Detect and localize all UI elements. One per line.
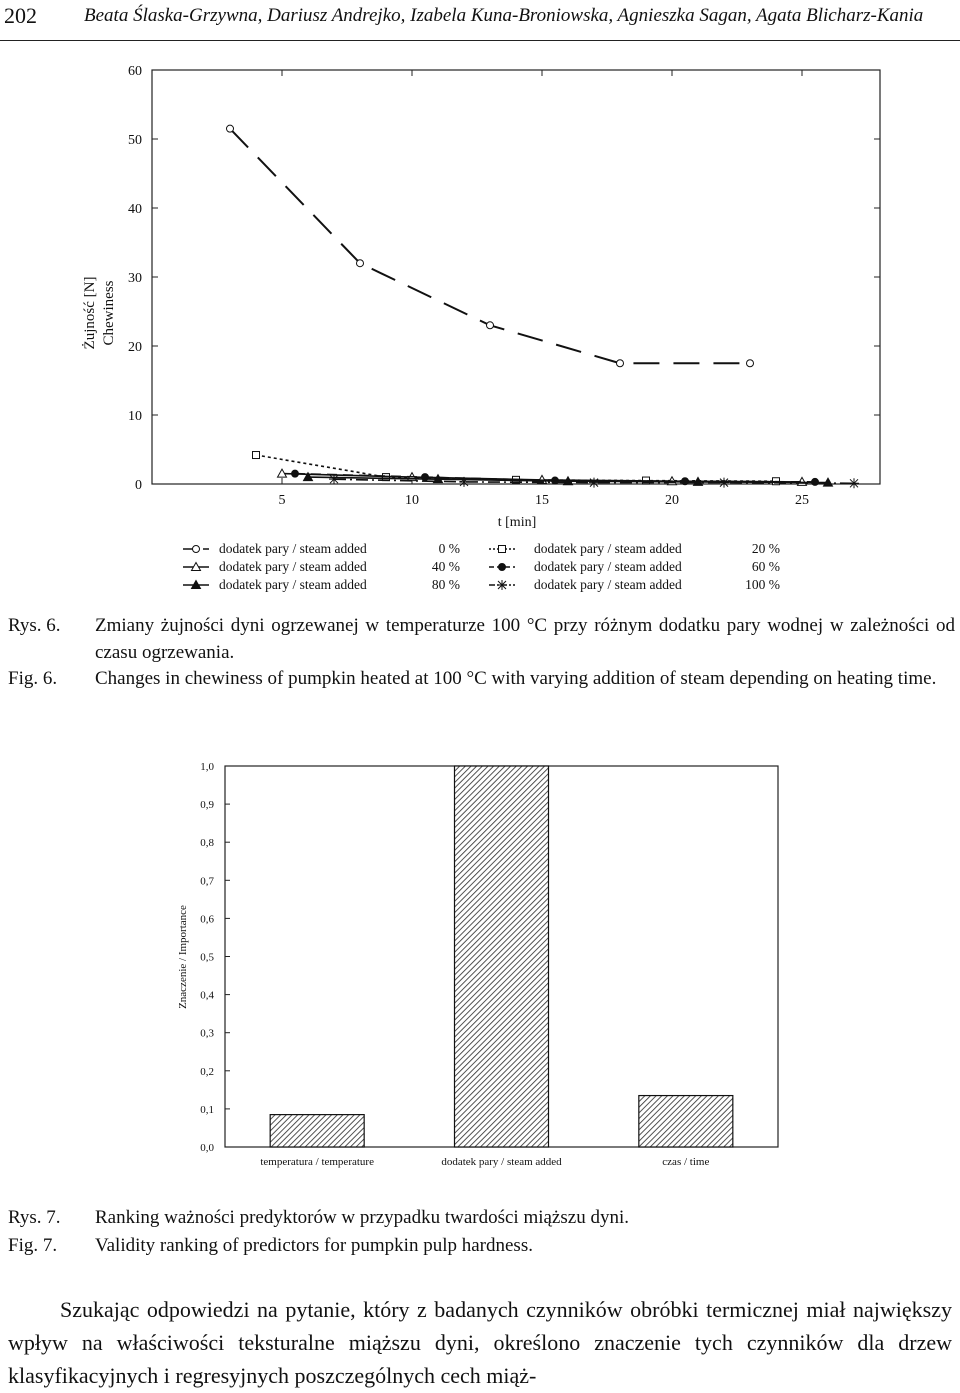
data-point <box>849 478 859 488</box>
y-tick-label: 1,0 <box>200 761 214 773</box>
x-tick-label: 10 <box>405 493 419 508</box>
legend-series-name: dodatek pary / steam added <box>534 559 682 574</box>
legend-series-name: dodatek pary / steam added <box>219 559 367 574</box>
y-tick-label: 30 <box>128 271 142 286</box>
y-tick-label: 20 <box>128 340 142 355</box>
data-point <box>617 360 624 367</box>
y-tick-label: 0 <box>135 478 142 493</box>
fig7-text-en: Validity ranking of predictors for pumpkin pulp hardness. <box>95 1235 533 1256</box>
legend-series-name: dodatek pary / steam added <box>219 577 367 592</box>
legend-series-name: dodatek pary / steam added <box>219 541 367 556</box>
bar <box>270 1115 364 1147</box>
x-axis-label: t [min] <box>497 515 537 530</box>
legend-series-percent: 40 % <box>431 559 460 574</box>
plot-frame <box>152 70 880 484</box>
x-tick-label: 15 <box>535 493 549 508</box>
legend-series-percent: 60 % <box>751 559 780 574</box>
chart-legend <box>183 541 780 592</box>
x-category-label: temperatura / temperature <box>260 1156 374 1168</box>
data-point <box>589 478 599 488</box>
y-tick-label: 0,9 <box>200 799 214 812</box>
legend-series-percent: 0 % <box>438 541 460 556</box>
data-point <box>253 452 260 459</box>
data-point <box>292 470 299 477</box>
legend-swatch-marker <box>499 546 506 553</box>
fig7-label-pl: Rys. 7. <box>8 1207 61 1228</box>
y-tick-label: 50 <box>128 133 142 148</box>
y-axis-label: Znaczenie / Importance <box>177 905 189 1009</box>
x-tick-label: 20 <box>665 493 679 508</box>
data-point <box>227 125 234 132</box>
x-category-label: czas / time <box>662 1156 710 1168</box>
running-authors: Beata Ślaska-Grzywna, Dariusz Andrejko, Izabela Kuna-Broniowska, Agnieszka Sagan, Agata Blicharz-Kania <box>84 5 924 26</box>
data-point <box>329 474 339 484</box>
y-tick-label: 0,7 <box>200 875 214 888</box>
series-0-percent <box>227 125 754 367</box>
x-tick-label: 25 <box>795 493 809 508</box>
importance-bar-chart <box>0 750 960 1180</box>
y-tick-label: 60 <box>128 64 142 79</box>
fig6-label-pl: Rys. 6. <box>8 615 61 636</box>
bar <box>455 766 549 1147</box>
legend-item <box>489 577 780 592</box>
legend-series-percent: 80 % <box>431 577 460 592</box>
data-point <box>719 478 729 488</box>
fig7-text-pl: Ranking ważności predyktorów w przypadku twardości miąższu dyni. <box>95 1207 629 1228</box>
fig6-label-en: Fig. 6. <box>8 668 58 689</box>
legend-item <box>489 541 780 556</box>
legend-item <box>489 559 780 574</box>
legend-series-percent: 100 % <box>745 577 780 592</box>
y-tick-label: 0,6 <box>200 913 214 926</box>
data-point <box>747 360 754 367</box>
legend-item <box>183 559 460 574</box>
legend-series-percent: 20 % <box>751 541 780 556</box>
data-point <box>357 260 364 267</box>
legend-series-name: dodatek pary / steam added <box>534 577 682 592</box>
chewiness-line-chart <box>0 40 960 605</box>
page-header <box>0 0 960 41</box>
data-point <box>459 477 469 487</box>
page-number: 202 <box>4 3 37 28</box>
fig7-label-en: Fig. 7. <box>8 1235 58 1256</box>
fig7-caption <box>0 1205 960 1265</box>
bar <box>639 1096 733 1147</box>
y-tick-label: 0,3 <box>200 1027 214 1040</box>
data-point <box>487 322 494 329</box>
y-tick-label: 10 <box>128 409 142 424</box>
legend-item <box>183 577 460 592</box>
fig6-text-en: Changes in chewiness of pumpkin heated at 100 °C with varying addition of steam depending on heating time. <box>95 668 937 689</box>
y-tick-label: 0,5 <box>200 951 214 964</box>
y-axis-label-en: Chewiness <box>101 280 117 346</box>
y-tick-label: 0,1 <box>200 1103 214 1116</box>
x-tick-label: 5 <box>278 493 286 508</box>
legend-series-name: dodatek pary / steam added <box>534 541 682 556</box>
legend-swatch-marker <box>499 564 506 571</box>
y-tick-label: 40 <box>128 202 142 217</box>
fig6-caption <box>0 613 960 723</box>
y-tick-label: 0,4 <box>200 989 214 1002</box>
y-tick-label: 0,2 <box>200 1065 214 1078</box>
fig6-text-pl: Zmiany żujności dyni ogrzewanej w temperaturze 100 °C przy różnym dodatku pary wodnej w zależności od czasu ogrzewania. <box>95 615 955 663</box>
y-tick-label: 0,8 <box>200 837 214 850</box>
legend-swatch-marker <box>193 546 200 553</box>
body-paragraph: Szukając odpowiedzi na pytanie, który z badanych czynników obróbki termicznej miał największy wpływ na właściwości teksturalne miąższu dyni, określono znaczenie tych czynników dla drzew klasyfikacyjnych i regresyjnych poszczególnych cech miąż- <box>8 1297 952 1388</box>
y-axis-label-pl: Żujność [N] <box>82 276 98 350</box>
legend-item <box>183 541 460 556</box>
y-tick-label: 0,0 <box>200 1142 214 1154</box>
legend-swatch-marker <box>497 580 507 590</box>
x-category-label: dodatek pary / steam added <box>441 1156 562 1168</box>
